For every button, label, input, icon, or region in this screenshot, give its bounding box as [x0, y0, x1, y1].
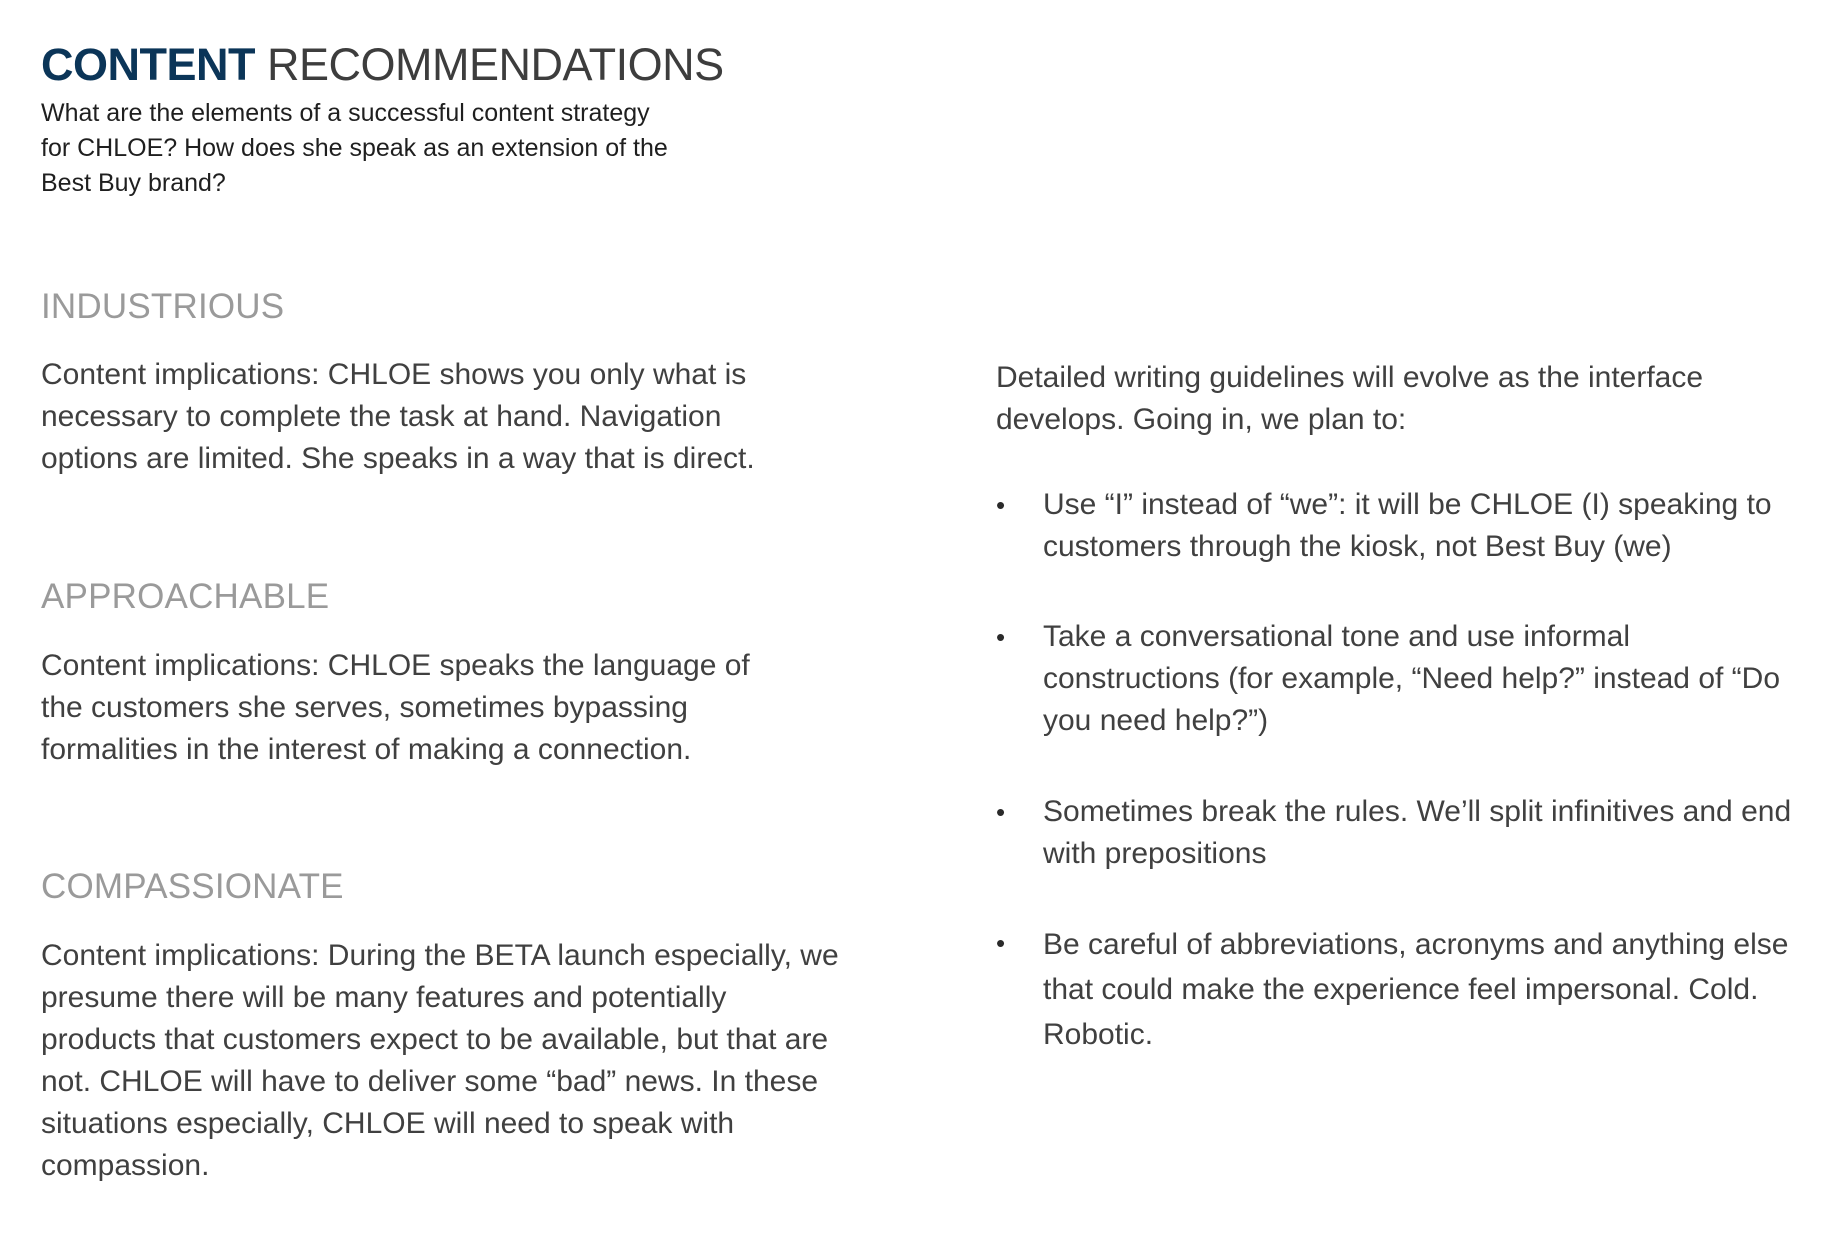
page-subtitle: What are the elements of a successful content strategy for CHLOE? How does she speak as an extension of the Best Buy brand? [41, 99, 668, 197]
title-bold-word: CONTENT [41, 39, 255, 90]
section-heading-industrious: INDUSTRIOUS [41, 287, 285, 326]
bullet-icon: • [996, 622, 1006, 652]
bullet-icon: • [996, 797, 1006, 827]
guideline-item [996, 791, 1796, 875]
guideline-item [996, 484, 1796, 568]
section-body-compassionate: Content implications: During the BETA launch especially, we presume there will be many features and potentially products that customers expect to be available, but that are not. CHLOE will have to deliver some “bad” news. In these situations especially, CHLOE will need to speak with compassion. [41, 939, 839, 1182]
guidelines-intro: Detailed writing guidelines will evolve as the interface develops. Going in, we plan to: [996, 361, 1704, 436]
title-light-word: RECOMMENDATIONS [267, 39, 724, 90]
section-body-approachable: Content implications: CHLOE speaks the language of the customers she serves, sometimes bypassing formalities in the interest of making a connection. [41, 649, 750, 766]
guideline-text: Be careful of abbreviations, acronyms and anything else that could make the experience feel impersonal. Cold. Robotic. [1043, 928, 1789, 1051]
bullet-icon: • [996, 490, 1006, 520]
guideline-item [996, 616, 1796, 742]
guideline-text: Take a conversational tone and use informal constructions (for example, “Need help?” instead of “Do you need help?”) [1043, 620, 1781, 737]
section-heading-approachable: APPROACHABLE [41, 577, 330, 616]
guideline-text: Use “I” instead of “we”: it will be CHLOE (I) speaking to customers through the kiosk, not Best Buy (we) [1043, 488, 1772, 563]
section-heading-compassionate: COMPASSIONATE [41, 867, 344, 906]
guideline-text: Sometimes break the rules. We’ll split infinitives and end with prepositions [1043, 795, 1792, 870]
guideline-item [996, 922, 1796, 1057]
bullet-icon: • [996, 928, 1006, 958]
section-body-industrious: Content implications: CHLOE shows you only what is necessary to complete the task at hand. Navigation options are limited. She speaks in a way that is direct. [41, 358, 755, 475]
page-title [41, 38, 724, 92]
